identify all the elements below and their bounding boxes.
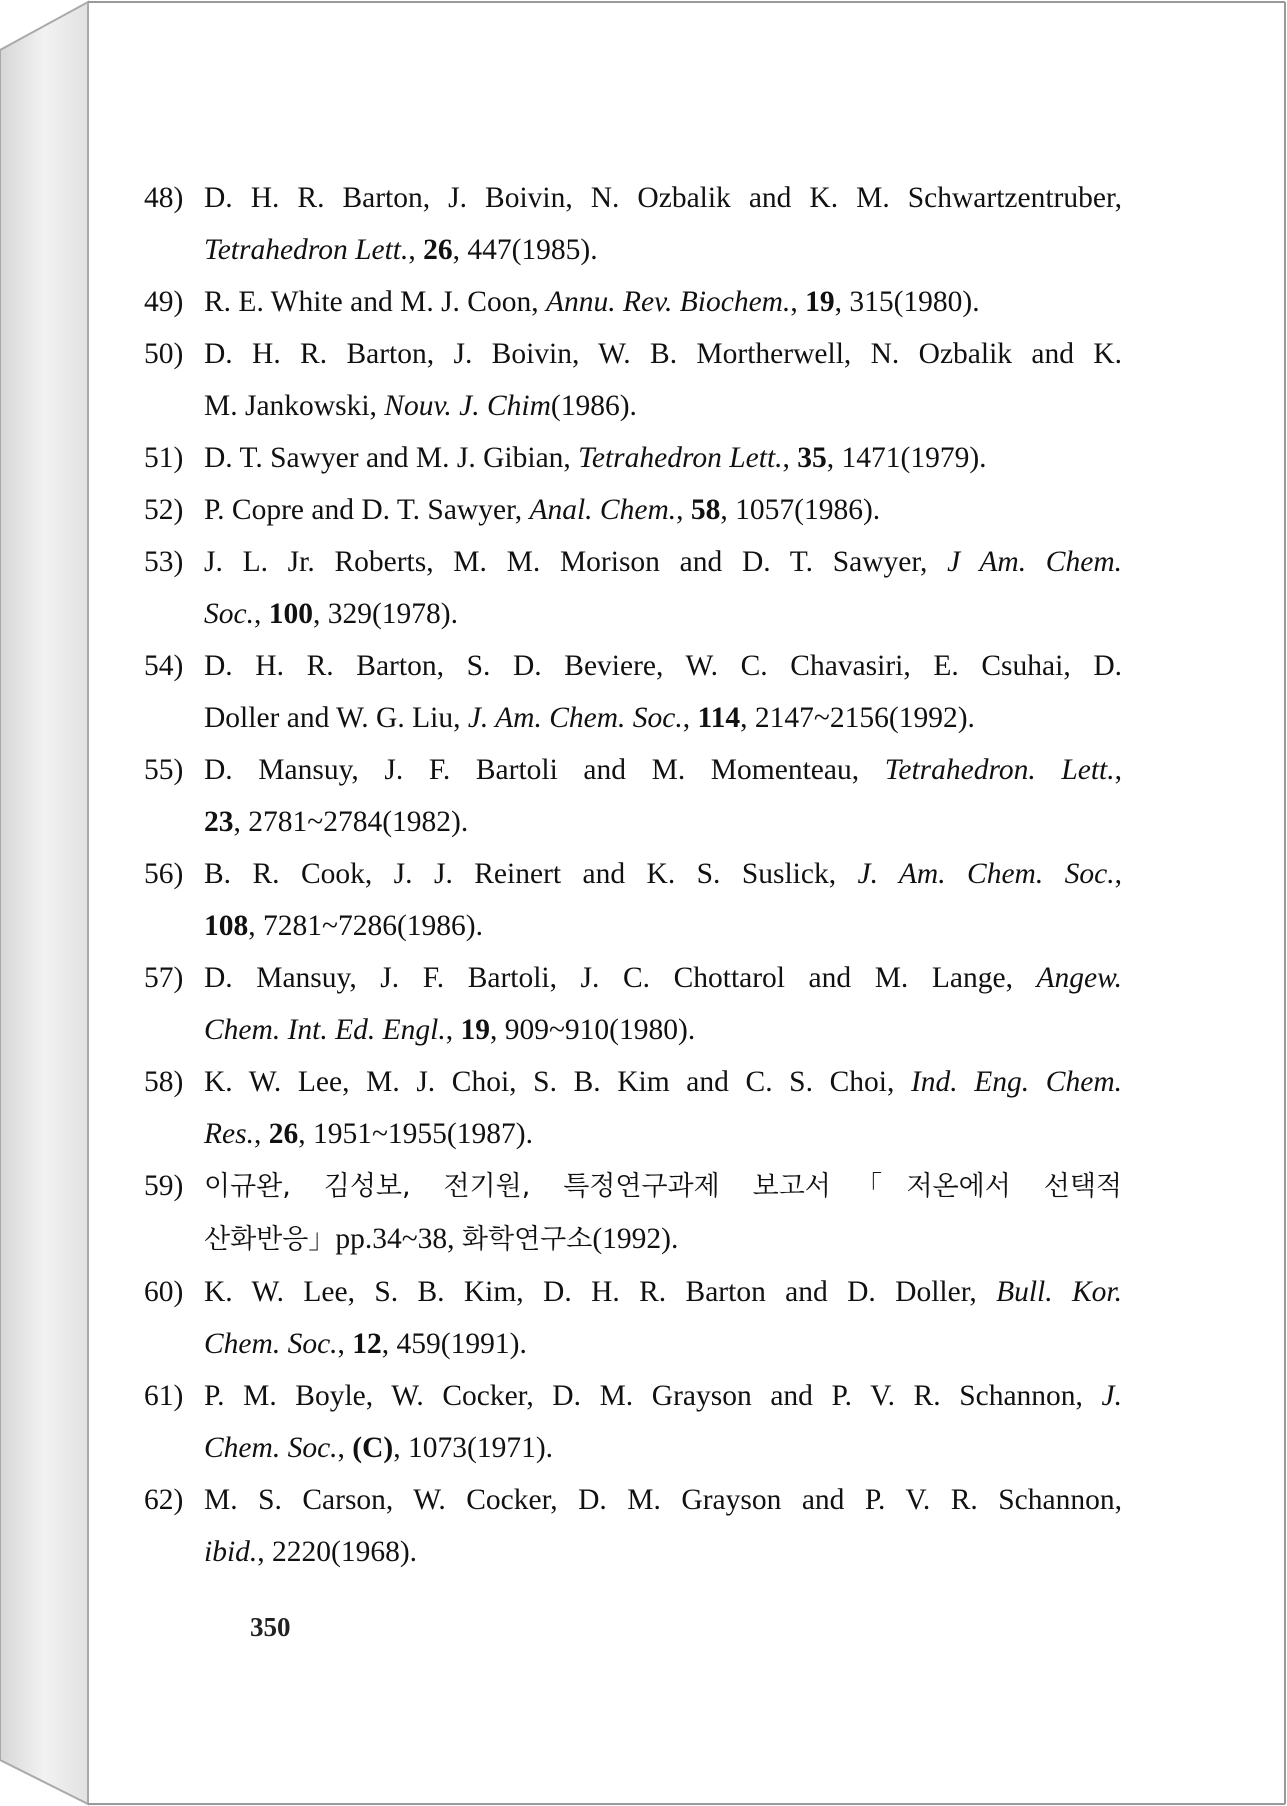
journal-title: Anal. Chem. (529, 494, 677, 526)
journal-title: Res. (204, 1118, 254, 1150)
citation-text: D. T. Sawyer and M. J. Gibian, (204, 442, 579, 474)
citation-text: , (1114, 858, 1122, 890)
journal-title: J. Am. Chem. Soc. (467, 702, 683, 734)
volume-number: 19 (460, 1014, 490, 1046)
journal-title: J Am. Chem. (947, 546, 1122, 578)
reference-line-1 (204, 536, 1122, 588)
citation-text: , 1471(1979). (826, 442, 987, 474)
citation-text: , 1073(1971). (393, 1432, 554, 1464)
volume-number: 26 (423, 234, 453, 266)
reference-text (204, 1370, 1122, 1474)
reference-text (204, 744, 1122, 848)
citation-text: P. M. Boyle, W. Cocker, D. M. Grayson and P. V. R. Schannon, (204, 1380, 1102, 1412)
reference-line-1 (204, 172, 1122, 224)
citation-text: , 315(1980). (834, 286, 980, 318)
reference-line-2 (204, 380, 1122, 432)
volume-number: 12 (352, 1328, 382, 1360)
reference-text (204, 952, 1122, 1056)
reference-number: 59) (144, 1170, 184, 1202)
reference-number: 58) (144, 1066, 184, 1098)
citation-text: , (782, 442, 798, 474)
reference-text (204, 172, 1122, 276)
reference-line-2 (204, 1213, 1122, 1266)
reference-line-2 (204, 1108, 1122, 1160)
citation-text: , 447(1985). (452, 234, 598, 266)
reference-number: 54) (144, 650, 184, 682)
journal-title: J. (1101, 1380, 1122, 1412)
volume-number: 19 (805, 286, 835, 318)
citation-text: D. H. R. Barton, J. Boivin, N. Ozbalik and K. M. Schwartzentruber, (204, 182, 1122, 214)
journal-title: Chem. Soc. (204, 1328, 338, 1360)
korean-text: 화학연구소 (461, 1224, 593, 1255)
citation-text: D. H. R. Barton, S. D. Beviere, W. C. Chavasiri, E. Csuhai, D. (204, 650, 1122, 682)
reference-line-2 (204, 692, 1122, 744)
reference-text (204, 1266, 1122, 1370)
citation-text: , 2147~2156(1992). (740, 702, 975, 734)
journal-title: Soc. (204, 598, 254, 630)
reference-item (144, 1266, 1122, 1370)
volume-number: 35 (797, 442, 827, 474)
citation-text: pp.34~38, (335, 1223, 462, 1255)
reference-item (144, 1370, 1122, 1474)
reference-item (144, 276, 1122, 328)
reference-line-1 (204, 1056, 1122, 1108)
reference-item (144, 848, 1122, 952)
reference-number: 52) (144, 494, 184, 526)
citation-text: R. E. White and M. J. Coon, (204, 286, 546, 318)
citation-text: , 1057(1986). (720, 494, 881, 526)
journal-title: Annu. Rev. Biochem. (545, 286, 791, 318)
journal-title: Tetrahedron Lett. (578, 442, 783, 474)
reference-item (144, 744, 1122, 848)
volume-number: 23 (204, 806, 234, 838)
reference-text (204, 1160, 1122, 1266)
reference-text (204, 536, 1122, 640)
reference-text (204, 276, 1122, 328)
journal-title: Nouv. J. Chim (384, 390, 551, 422)
journal-title: Ind. Eng. Chem. (910, 1066, 1123, 1098)
volume-number: 26 (268, 1118, 299, 1150)
page-number: 350 (250, 1612, 291, 1642)
korean-text: 이규완, 김성보, 전기원, 특정연구과제 보고서「저온에서 선택적 (204, 1171, 1122, 1202)
reference-line-1 (204, 484, 1122, 536)
citation-text: D. Mansuy, J. F. Bartoli, J. C. Chottarol and M. Lange, (204, 962, 1037, 994)
reference-line-1 (204, 1266, 1122, 1318)
reference-number: 50) (144, 338, 184, 370)
reference-text (204, 848, 1122, 952)
reference-item (144, 1160, 1122, 1266)
reference-line-2 (204, 224, 1122, 276)
reference-text (204, 432, 1122, 484)
citation-text: J. L. Jr. Roberts, M. M. Morison and D. T. Sawyer, (204, 546, 948, 578)
citation-text: , (682, 702, 698, 734)
citation-text: , (337, 1328, 353, 1360)
reference-line-1 (204, 328, 1122, 380)
citation-text: K. W. Lee, M. J. Choi, S. B. Kim and C. S. Choi, (204, 1066, 911, 1098)
reference-item (144, 640, 1122, 744)
journal-title: Chem. Soc. (204, 1432, 338, 1464)
citation-text: , 459(1991). (381, 1328, 527, 1360)
reference-text (204, 484, 1122, 536)
reference-number: 56) (144, 858, 184, 890)
reference-item (144, 536, 1122, 640)
citation-text: , (408, 234, 424, 266)
citation-text: , (253, 1118, 269, 1150)
reference-line-1 (204, 640, 1122, 692)
citation-text: (1992). (592, 1223, 679, 1255)
reference-line-1 (204, 276, 1122, 328)
citation-text: , 2781~2784(1982). (233, 806, 469, 838)
journal-title: Bull. Kor. (996, 1276, 1122, 1308)
reference-number: 60) (144, 1276, 184, 1308)
reference-list (144, 172, 1122, 1578)
book-spine (0, 2, 88, 1804)
reference-line-2 (204, 1422, 1122, 1474)
reference-number: 61) (144, 1380, 184, 1412)
reference-number: 53) (144, 546, 184, 578)
citation-text: D. H. R. Barton, J. Boivin, W. B. Mortherwell, N. Ozbalik and K. (204, 338, 1122, 370)
journal-title: J. Am. Chem. Soc. (857, 858, 1115, 890)
reference-text (204, 1056, 1122, 1160)
citation-text: K. W. Lee, S. B. Kim, D. H. R. Barton and D. Doller, (204, 1276, 997, 1308)
citation-text: M. Jankowski, (204, 390, 385, 422)
reference-line-1 (204, 432, 1122, 484)
citation-text: , (445, 1014, 461, 1046)
citation-text: , 909~910(1980). (489, 1014, 696, 1046)
reference-line-1 (204, 1160, 1122, 1213)
reference-item (144, 1474, 1122, 1578)
reference-text (204, 1474, 1122, 1578)
reference-line-2 (204, 796, 1122, 848)
reference-line-1 (204, 744, 1122, 796)
reference-number: 48) (144, 182, 184, 214)
reference-number: 57) (144, 962, 184, 994)
journal-title: Tetrahedron Lett. (204, 234, 409, 266)
reference-line-2 (204, 1318, 1122, 1370)
citation-text: , (1114, 754, 1123, 786)
reference-line-2 (204, 900, 1122, 952)
volume-number: 108 (204, 910, 249, 942)
korean-text: 산화반응」 (204, 1224, 336, 1255)
reference-text (204, 640, 1122, 744)
citation-text: B. R. Cook, J. J. Reinert and K. S. Suslick, (204, 858, 858, 890)
citation-text: M. S. Carson, W. Cocker, D. M. Grayson and P. V. R. Schannon, (204, 1484, 1122, 1516)
reference-item (144, 432, 1122, 484)
journal-title: Angew. (1036, 962, 1122, 994)
volume-number: 100 (268, 598, 313, 630)
reference-item (144, 952, 1122, 1056)
citation-text: , 7281~7286(1986). (248, 910, 483, 942)
reference-line-1 (204, 952, 1122, 1004)
reference-item (144, 172, 1122, 276)
reference-item (144, 1056, 1122, 1160)
citation-text: P. Copre and D. T. Sawyer, (204, 494, 530, 526)
reference-line-2 (204, 1004, 1122, 1056)
citation-text: , (253, 598, 269, 630)
reference-line-1 (204, 1474, 1122, 1526)
reference-line-2 (204, 588, 1122, 640)
citation-text: , 329(1978). (312, 598, 458, 630)
volume-number: 58 (690, 494, 721, 526)
volume-number: (C) (352, 1432, 394, 1464)
reference-item (144, 328, 1122, 432)
citation-text: (1986). (550, 390, 637, 422)
reference-number: 62) (144, 1484, 184, 1516)
citation-text: Doller and W. G. Liu, (204, 702, 468, 734)
reference-line-1 (204, 848, 1122, 900)
citation-text: , 1951~1955(1987). (298, 1118, 533, 1150)
citation-text: , (676, 494, 691, 526)
reference-number: 51) (144, 442, 184, 474)
journal-title: ibid. (204, 1536, 258, 1568)
citation-text: , (790, 286, 806, 318)
journal-title: Chem. Int. Ed. Engl. (204, 1014, 446, 1046)
reference-text (204, 328, 1122, 432)
reference-line-1 (204, 1370, 1122, 1422)
reference-number: 55) (144, 754, 184, 786)
journal-title: Tetrahedron. Lett. (884, 754, 1115, 786)
reference-item (144, 484, 1122, 536)
reference-line-2 (204, 1526, 1122, 1578)
citation-text: , (337, 1432, 353, 1464)
volume-number: 114 (697, 702, 741, 734)
reference-number: 49) (144, 286, 184, 318)
citation-text: D. Mansuy, J. F. Bartoli and M. Momenteau, (204, 754, 885, 786)
citation-text: , 2220(1968). (257, 1536, 418, 1568)
